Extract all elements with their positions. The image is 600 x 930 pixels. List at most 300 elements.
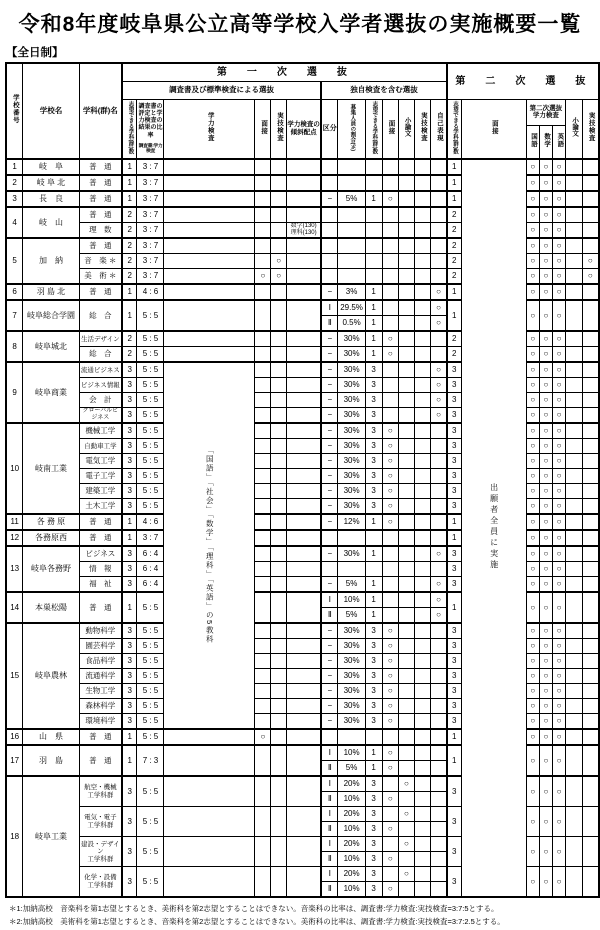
cell-kubun: − [321, 699, 338, 714]
cell-weighted-points [287, 423, 322, 439]
cell-original-applicable-count [365, 175, 382, 191]
cell-first-practical: ○ [271, 269, 287, 285]
cell-second-practical [582, 623, 599, 639]
cell-second-applicable-count: 3 [447, 439, 461, 454]
cell-first-interview [255, 669, 271, 684]
cell-kubun [321, 207, 338, 223]
cell-kubun: − [321, 714, 338, 730]
cell-first-practical [271, 300, 287, 331]
cell-first-applicable-count: 3 [122, 423, 137, 439]
cell-original-practical [414, 867, 431, 882]
cell-first-applicable-count: 1 [122, 175, 137, 191]
cell-second-applicable-count: 1 [447, 284, 461, 300]
cell-department: 動物科学 [79, 623, 122, 639]
cell-ratio: 5 : 5 [137, 654, 164, 669]
cell-first-applicable-count: 1 [122, 592, 137, 623]
cell-second-practical [582, 546, 599, 562]
group-standard-selection: 調査書及び標準検査による選抜 [122, 81, 321, 99]
col-header-school-name: 学校名 [23, 63, 79, 159]
cell-kubun: − [321, 669, 338, 684]
cell-weighted-points [287, 331, 322, 347]
cell-first-applicable-count: 3 [122, 837, 137, 867]
cell-school-name: 岐 阜 北 [23, 175, 79, 191]
cell-first-applicable-count: 3 [122, 454, 137, 469]
cell-kubun [321, 175, 338, 191]
cell-second-practical [582, 807, 599, 837]
cell-second-japanese: ○ [526, 714, 539, 730]
cell-quota-pct: 10% [338, 852, 365, 867]
cell-original-applicable-count: 1 [365, 745, 382, 761]
cell-kubun [321, 269, 338, 285]
cell-kubun: Ⅱ [321, 882, 338, 898]
cell-ratio: 5 : 5 [137, 331, 164, 347]
cell-first-interview [255, 484, 271, 499]
cell-original-essay [399, 238, 415, 254]
cell-original-interview [382, 577, 399, 593]
cell-original-essay [399, 254, 415, 269]
cell-second-english: ○ [552, 408, 565, 424]
cell-school-no: 11 [6, 514, 23, 530]
cell-original-interview [382, 867, 399, 882]
cell-second-essay [566, 562, 583, 577]
cell-original-self-expression [431, 669, 447, 684]
cell-first-applicable-count: 1 [122, 729, 137, 745]
cell-second-essay [566, 745, 583, 776]
cell-second-japanese: ○ [526, 207, 539, 223]
cell-school-no: 15 [6, 623, 23, 729]
cell-original-self-expression [431, 699, 447, 714]
cell-ratio: 5 : 5 [137, 639, 164, 654]
cell-original-applicable-count: 3 [365, 639, 382, 654]
col-header-applicable-count-2: 志望できる学科(群)数 [365, 99, 382, 159]
cell-first-applicable-count: 3 [122, 684, 137, 699]
cell-second-english: ○ [552, 254, 565, 269]
cell-second-english: ○ [552, 300, 565, 331]
cell-academic-test [164, 254, 255, 269]
cell-first-applicable-count: 3 [122, 546, 137, 562]
cell-first-interview [255, 378, 271, 393]
cell-original-applicable-count [365, 254, 382, 269]
cell-original-self-expression [431, 454, 447, 469]
cell-original-self-expression: ○ [431, 378, 447, 393]
cell-second-essay [566, 623, 583, 639]
cell-original-essay [399, 623, 415, 639]
cell-second-practical [582, 159, 599, 175]
cell-kubun [321, 159, 338, 175]
cell-kubun: − [321, 639, 338, 654]
cell-first-interview [255, 423, 271, 439]
cell-second-practical [582, 592, 599, 623]
cell-second-english: ○ [552, 393, 565, 408]
cell-original-self-expression [431, 761, 447, 777]
cell-second-practical [582, 577, 599, 593]
cell-original-interview: ○ [382, 439, 399, 454]
cell-original-essay [399, 484, 415, 499]
cell-original-practical [414, 882, 431, 898]
cell-first-practical [271, 807, 287, 837]
cell-academic-test [164, 300, 255, 331]
cell-second-math: ○ [539, 362, 552, 378]
cell-second-math: ○ [539, 347, 552, 363]
cell-second-english: ○ [552, 362, 565, 378]
cell-original-essay: ○ [399, 867, 415, 882]
cell-original-interview: ○ [382, 714, 399, 730]
cell-first-practical [271, 530, 287, 546]
cell-second-applicable-count: 3 [447, 699, 461, 714]
cell-original-applicable-count [365, 562, 382, 577]
cell-second-math: ○ [539, 546, 552, 562]
cell-ratio: 5 : 5 [137, 454, 164, 469]
cell-first-practical [271, 408, 287, 424]
cell-ratio: 6 : 4 [137, 546, 164, 562]
cell-original-essay [399, 822, 415, 837]
cell-original-essay: ○ [399, 837, 415, 852]
cell-quota-pct: 30% [338, 669, 365, 684]
cell-weighted-points [287, 254, 322, 269]
cell-original-self-expression [431, 822, 447, 837]
cell-academic-test [164, 223, 255, 239]
cell-quota-pct [338, 254, 365, 269]
cell-second-japanese: ○ [526, 577, 539, 593]
cell-original-applicable-count: 1 [365, 347, 382, 363]
cell-school-no: 2 [6, 175, 23, 191]
col-header-applicable-count-3: 志望できる学科(群)数 [447, 99, 461, 159]
cell-quota-pct: 29.5% [338, 300, 365, 316]
cell-kubun: − [321, 439, 338, 454]
cell-school-no: 10 [6, 423, 23, 514]
cell-original-self-expression [431, 269, 447, 285]
cell-school-name: 羽 島 [23, 745, 79, 776]
cell-first-applicable-count: 3 [122, 408, 137, 424]
cell-original-practical [414, 499, 431, 515]
cell-second-japanese: ○ [526, 269, 539, 285]
cell-ratio: 5 : 5 [137, 623, 164, 639]
cell-second-essay [566, 269, 583, 285]
cell-original-self-expression [431, 882, 447, 898]
cell-original-essay [399, 699, 415, 714]
cell-department: 普 通 [79, 530, 122, 546]
cell-original-self-expression [431, 423, 447, 439]
cell-first-interview [255, 238, 271, 254]
cell-second-english: ○ [552, 684, 565, 699]
cell-first-applicable-count: 3 [122, 577, 137, 593]
group-second-academic: 第二次選抜学力検査 [526, 99, 565, 125]
cell-original-interview [382, 269, 399, 285]
cell-kubun: Ⅱ [321, 822, 338, 837]
cell-second-math: ○ [539, 714, 552, 730]
cell-second-english: ○ [552, 654, 565, 669]
cell-kubun: Ⅱ [321, 761, 338, 777]
cell-original-practical [414, 684, 431, 699]
cell-second-math: ○ [539, 837, 552, 867]
cell-second-japanese: ○ [526, 729, 539, 745]
cell-academic-test [164, 867, 255, 898]
cell-second-english: ○ [552, 807, 565, 837]
cell-kubun: − [321, 469, 338, 484]
cell-second-practical [582, 284, 599, 300]
cell-original-interview: ○ [382, 623, 399, 639]
cell-original-essay [399, 514, 415, 530]
cell-kubun: Ⅰ [321, 837, 338, 852]
cell-academic-test [164, 207, 255, 223]
cell-first-practical [271, 223, 287, 239]
cell-second-applicable-count: 1 [447, 729, 461, 745]
cell-second-applicable-count: 3 [447, 684, 461, 699]
cell-second-essay [566, 514, 583, 530]
cell-second-math: ○ [539, 223, 552, 239]
cell-original-practical [414, 269, 431, 285]
cell-original-applicable-count: 3 [365, 408, 382, 424]
cell-quota-pct: 5% [338, 761, 365, 777]
cell-kubun: − [321, 378, 338, 393]
cell-second-math: ○ [539, 454, 552, 469]
cell-school-no: 3 [6, 191, 23, 207]
cell-second-applicable-count: 3 [447, 562, 461, 577]
cell-department: 航空・機械 工学科群 [79, 776, 122, 807]
cell-first-practical [271, 347, 287, 363]
cell-original-essay [399, 469, 415, 484]
cell-kubun: Ⅰ [321, 592, 338, 608]
cell-second-applicable-count: 3 [447, 423, 461, 439]
col-header-math: 数学 [539, 125, 552, 159]
cell-first-practical [271, 284, 287, 300]
cell-academic-test [164, 331, 255, 347]
cell-second-practical [582, 776, 599, 807]
cell-first-applicable-count: 3 [122, 469, 137, 484]
cell-second-essay [566, 408, 583, 424]
cell-first-practical [271, 469, 287, 484]
cell-original-self-expression: ○ [431, 546, 447, 562]
cell-original-practical [414, 362, 431, 378]
cell-first-interview [255, 546, 271, 562]
cell-original-essay [399, 608, 415, 624]
cell-school-name: 各務原西 [23, 530, 79, 546]
cell-first-applicable-count: 3 [122, 654, 137, 669]
col-header-department: 学科(群)名 [79, 63, 122, 159]
cell-kubun: Ⅰ [321, 300, 338, 316]
cell-first-applicable-count: 3 [122, 562, 137, 577]
table-row [6, 159, 599, 175]
cell-second-japanese: ○ [526, 837, 539, 867]
cell-second-japanese: ○ [526, 159, 539, 175]
cell-second-japanese: ○ [526, 347, 539, 363]
cell-second-applicable-count: 3 [447, 639, 461, 654]
col-header-quota: 募集人員の割合(%) [338, 99, 365, 159]
cell-quota-pct: 30% [338, 639, 365, 654]
cell-original-essay [399, 223, 415, 239]
cell-original-interview [382, 159, 399, 175]
cell-second-math: ○ [539, 639, 552, 654]
cell-second-essay [566, 439, 583, 454]
cell-second-math: ○ [539, 530, 552, 546]
cell-quota-pct: 3% [338, 284, 365, 300]
cell-weighted-points [287, 654, 322, 669]
cell-second-english: ○ [552, 454, 565, 469]
cell-school-name: 岐阜総合学園 [23, 300, 79, 331]
cell-original-interview [382, 562, 399, 577]
cell-weighted-points [287, 499, 322, 515]
cell-ratio: 4 : 6 [137, 514, 164, 530]
cell-school-no: 5 [6, 238, 23, 284]
cell-first-interview: ○ [255, 269, 271, 285]
col-header-school-no: 学校番号 [6, 63, 23, 159]
cell-second-essay [566, 423, 583, 439]
cell-second-essay [566, 807, 583, 837]
cell-original-interview: ○ [382, 761, 399, 777]
cell-original-interview: ○ [382, 852, 399, 867]
col-header-essay-2: 小論文 [566, 99, 583, 159]
cell-second-applicable-count: 2 [447, 207, 461, 223]
cell-second-essay [566, 684, 583, 699]
cell-quota-pct: 12% [338, 514, 365, 530]
cell-school-name: 岐 山 [23, 207, 79, 238]
cell-school-no: 14 [6, 592, 23, 623]
cell-department: 音 楽 ＊ [79, 254, 122, 269]
selection-overview-table [5, 62, 600, 898]
cell-original-essay [399, 331, 415, 347]
cell-weighted-points [287, 546, 322, 562]
cell-department: 化学・設備 工学科群 [79, 867, 122, 898]
cell-department: グローバルビジネス [79, 408, 122, 424]
cell-second-english: ○ [552, 867, 565, 898]
cell-second-essay [566, 175, 583, 191]
cell-first-interview [255, 499, 271, 515]
cell-original-practical [414, 159, 431, 175]
cell-kubun: − [321, 284, 338, 300]
cell-second-english: ○ [552, 347, 565, 363]
cell-second-practical [582, 300, 599, 331]
cell-academic-test [164, 776, 255, 807]
cell-first-applicable-count: 3 [122, 439, 137, 454]
cell-weighted-points [287, 469, 322, 484]
cell-second-practical [582, 393, 599, 408]
cell-school-name: 長 良 [23, 191, 79, 207]
cell-original-interview: ○ [382, 454, 399, 469]
cell-first-interview [255, 284, 271, 300]
cell-ratio: 6 : 4 [137, 562, 164, 577]
cell-original-interview [382, 592, 399, 608]
cell-kubun: − [321, 484, 338, 499]
cell-first-interview [255, 639, 271, 654]
cell-kubun: − [321, 393, 338, 408]
cell-weighted-points [287, 284, 322, 300]
cell-department: 会 計 [79, 393, 122, 408]
cell-second-japanese: ○ [526, 469, 539, 484]
cell-first-interview [255, 577, 271, 593]
cell-second-english: ○ [552, 331, 565, 347]
cell-kubun: − [321, 362, 338, 378]
cell-ratio: 5 : 5 [137, 592, 164, 623]
cell-original-interview: ○ [382, 639, 399, 654]
cell-second-applicable-count: 1 [447, 745, 461, 776]
cell-original-self-expression [431, 867, 447, 882]
cell-original-applicable-count: 3 [365, 378, 382, 393]
cell-second-math: ○ [539, 207, 552, 223]
cell-school-no: 9 [6, 362, 23, 423]
cell-original-applicable-count: 3 [365, 684, 382, 699]
cell-original-applicable-count: 3 [365, 807, 382, 822]
cell-school-name: 岐阜商業 [23, 362, 79, 423]
cell-second-math: ○ [539, 469, 552, 484]
cell-department: 建築工学 [79, 484, 122, 499]
cell-original-essay [399, 207, 415, 223]
cell-ratio: 5 : 5 [137, 807, 164, 837]
cell-ratio: 3 : 7 [137, 159, 164, 175]
cell-first-practical [271, 776, 287, 807]
cell-original-self-expression: ○ [431, 284, 447, 300]
cell-second-japanese: ○ [526, 546, 539, 562]
section-second-selection: 第 二 次 選 抜 [447, 63, 599, 99]
cell-second-applicable-count: 3 [447, 454, 461, 469]
cell-first-practical: ○ [271, 254, 287, 269]
cell-school-no: 12 [6, 530, 23, 546]
cell-second-practical [582, 729, 599, 745]
cell-second-math: ○ [539, 238, 552, 254]
cell-ratio: 5 : 5 [137, 837, 164, 867]
cell-original-essay [399, 439, 415, 454]
cell-original-applicable-count: 3 [365, 792, 382, 807]
cell-department: 生活デザイン [79, 331, 122, 347]
cell-first-interview [255, 393, 271, 408]
cell-weighted-points [287, 159, 322, 175]
cell-weighted-points [287, 714, 322, 730]
cell-kubun: − [321, 191, 338, 207]
cell-quota-pct: 30% [338, 331, 365, 347]
cell-ratio: 5 : 5 [137, 408, 164, 424]
cell-kubun: − [321, 654, 338, 669]
cell-first-applicable-count: 1 [122, 300, 137, 331]
page-title: 令和8年度岐阜県公立高等学校入学者選抜の実施概要一覧 [18, 13, 582, 36]
cell-second-essay [566, 484, 583, 499]
cell-school-name: 各 務 原 [23, 514, 79, 530]
cell-kubun [321, 223, 338, 239]
cell-quota-pct: 30% [338, 484, 365, 499]
cell-original-practical [414, 562, 431, 577]
cell-weighted-points [287, 867, 322, 898]
cell-original-self-expression: ○ [431, 300, 447, 316]
cell-original-self-expression [431, 238, 447, 254]
cell-first-interview [255, 776, 271, 807]
cell-original-self-expression [431, 254, 447, 269]
cell-kubun: − [321, 454, 338, 469]
cell-second-practical [582, 499, 599, 515]
cell-second-applicable-count: 1 [447, 191, 461, 207]
cell-original-interview [382, 207, 399, 223]
cell-original-practical [414, 238, 431, 254]
cell-second-english: ○ [552, 577, 565, 593]
cell-second-japanese: ○ [526, 362, 539, 378]
cell-kubun: − [321, 514, 338, 530]
cell-first-interview [255, 654, 271, 669]
cell-original-essay [399, 546, 415, 562]
cell-ratio: 5 : 5 [137, 439, 164, 454]
cell-original-essay: ○ [399, 807, 415, 822]
cell-second-essay [566, 378, 583, 393]
cell-original-interview: ○ [382, 423, 399, 439]
cell-original-essay [399, 792, 415, 807]
col-header-english: 英語 [552, 125, 565, 159]
cell-second-japanese: ○ [526, 439, 539, 454]
cell-second-essay [566, 223, 583, 239]
cell-original-essay [399, 761, 415, 777]
cell-academic-test [164, 807, 255, 837]
cell-first-interview [255, 867, 271, 898]
cell-second-essay [566, 238, 583, 254]
cell-original-interview [382, 238, 399, 254]
cell-department: ビジネス情報 [79, 378, 122, 393]
cell-original-applicable-count: 1 [365, 300, 382, 316]
cell-department: 総 合 [79, 347, 122, 363]
